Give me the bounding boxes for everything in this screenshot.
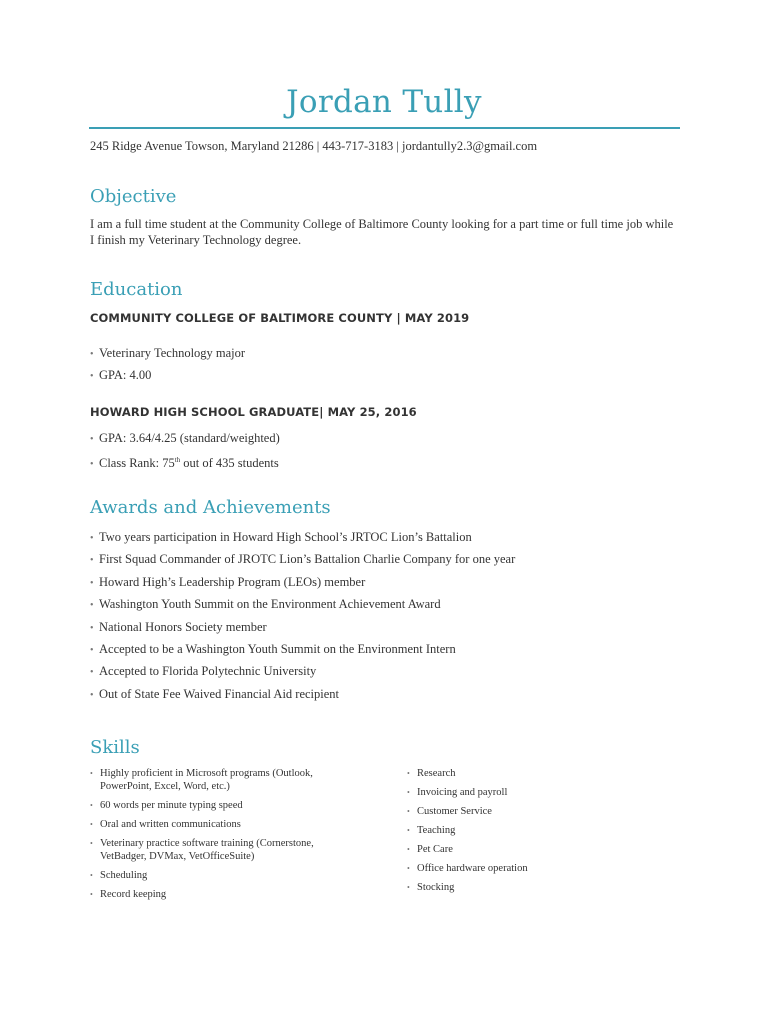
bullet-icon: • (90, 689, 94, 701)
bullet-icon: • (407, 769, 410, 778)
education-heading: Education (90, 279, 183, 300)
bullet-icon: • (90, 622, 94, 634)
list-item: • Accepted to Florida Polytechnic University (90, 661, 515, 683)
list-item: • Customer Service (407, 806, 492, 817)
candidate-name: Jordan Tully (286, 84, 482, 120)
list-item: • Stocking (407, 882, 455, 893)
bullet-icon: • (90, 533, 94, 544)
list-item: • Research (407, 768, 456, 779)
bullet-icon: • (407, 807, 410, 816)
awards-heading: Awards and Achievements (90, 497, 331, 518)
list-item: • Accepted to be a Washington Youth Summit on the Environment Intern (90, 639, 515, 661)
bullet-icon: • (90, 769, 93, 778)
bullet-icon: • (407, 883, 410, 892)
list-item: • Washington Youth Summit on the Environment Achievement Award (90, 594, 515, 616)
bullet-icon: • (90, 349, 94, 360)
list-item: • National Honors Society member (90, 617, 515, 639)
objective-heading: Objective (90, 186, 177, 207)
list-item: • Invoicing and payroll (407, 787, 508, 798)
bullet-icon: • (90, 371, 94, 382)
bullet-icon: • (407, 826, 410, 835)
bullet-icon: • (407, 864, 410, 873)
bullet-icon: • (90, 890, 93, 899)
list-item: • Teaching (407, 825, 456, 836)
header-rule (89, 127, 680, 129)
skills-left-list (90, 767, 314, 907)
bullet-icon: • (90, 577, 94, 589)
list-item: • GPA: 3.64/4.25 (standard/weighted) (90, 428, 280, 450)
bullet-icon: • (90, 459, 94, 471)
list-item: • Howard High’s Leadership Program (LEOs) member (90, 572, 515, 594)
list-item: • Veterinary Technology major (90, 343, 245, 365)
bullet-icon: • (90, 600, 94, 612)
bullet-icon: • (407, 845, 410, 854)
list-item: • First Squad Commander of JROTC Lion’s Battalion Charlie Company for one year (90, 549, 515, 571)
list-item: • GPA: 4.00 (90, 365, 245, 387)
bullet-icon: • (90, 434, 94, 445)
list-item: • Record keeping (90, 889, 167, 900)
bullet-icon: • (90, 871, 93, 880)
bullet-icon: • (90, 839, 93, 848)
list-item: • Veterinary practice software training (Cornerstone, VetBadger, DVMax, VetOfficeSuite) (90, 838, 314, 862)
bullet-icon: • (90, 801, 93, 810)
list-item: • Highly proficient in Microsoft programs (Outlook, PowerPoint, Excel, Word, etc.) (90, 768, 313, 792)
school2-list (90, 428, 280, 475)
objective-text: I am a full time student at the Community College of Baltimore County looking for a part time or full time job while I finish my Veterinary Technology degree. (90, 217, 674, 247)
skills-right-list (407, 767, 528, 900)
school2-title: HOWARD HIGH SCHOOL GRADUATE| MAY 25, 2016 (90, 405, 417, 419)
list-item: • Oral and written communications (90, 819, 241, 830)
list-item: • Two years participation in Howard High School’s JRTOC Lion’s Battalion (90, 527, 515, 549)
list-item: • Scheduling (90, 870, 148, 881)
list-item: • Out of State Fee Waived Financial Aid recipient (90, 684, 515, 706)
list-item: • Class Rank: 75th out of 435 students (90, 450, 280, 475)
bullet-icon: • (90, 667, 94, 679)
school1-title: COMMUNITY COLLEGE OF BALTIMORE COUNTY | MAY 2019 (90, 311, 470, 325)
awards-list (90, 527, 515, 706)
bullet-icon: • (90, 645, 94, 657)
list-item: • Pet Care (407, 844, 453, 855)
school1-list (90, 343, 245, 387)
list-item: • Office hardware operation (407, 863, 528, 874)
bullet-icon: • (90, 555, 94, 567)
contact-line: 245 Ridge Avenue Towson, Maryland 21286 | 443-717-3183 | jordantully2.3@gmail.com (90, 139, 538, 153)
skills-heading: Skills (90, 737, 140, 758)
bullet-icon: • (90, 820, 93, 829)
list-item: • 60 words per minute typing speed (90, 800, 243, 811)
bullet-icon: • (407, 788, 410, 797)
